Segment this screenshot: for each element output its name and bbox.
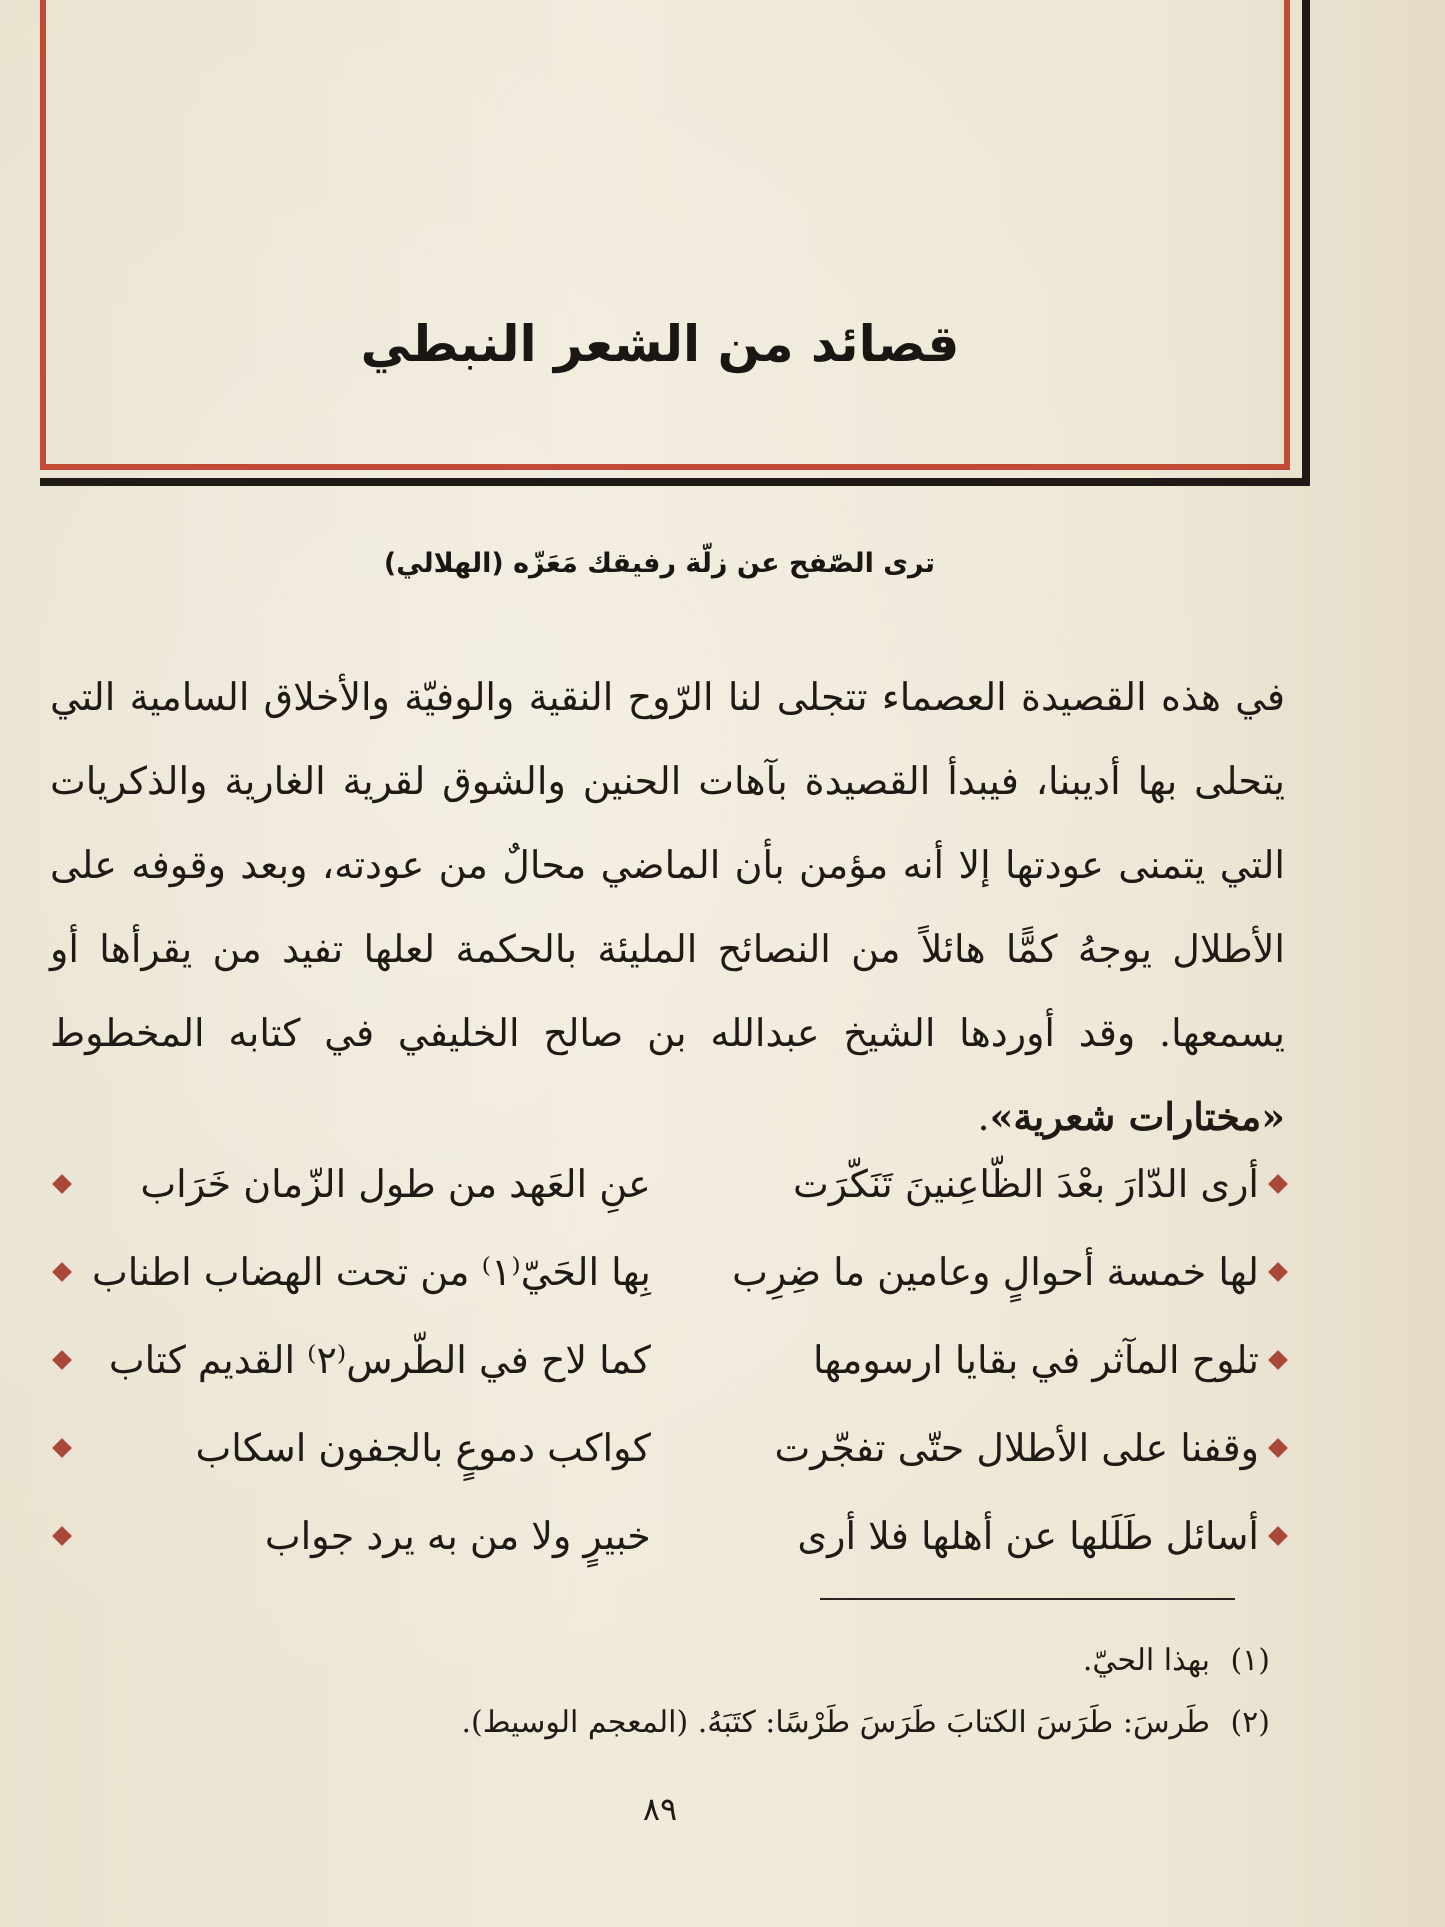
verse-row	[55, 1316, 1285, 1404]
verse-second-hemistich: عنِ العَهد من طول الزّمان خَرَاب	[140, 1162, 651, 1206]
verse-second-hemistich: بِها الحَيّ⁽١⁾ من تحت الهضاب اطناب	[92, 1250, 651, 1294]
book-reference: «مختارات شعرية»	[989, 1094, 1285, 1139]
diamond-bullet-icon	[52, 1350, 72, 1370]
diamond-bullet-icon	[52, 1438, 72, 1458]
verse-row	[55, 1404, 1285, 1492]
diamond-bullet-icon	[1268, 1438, 1288, 1458]
footnote-number: (١)	[1230, 1643, 1270, 1678]
diamond-bullet-icon	[1268, 1174, 1288, 1194]
title-frame-shadow	[40, 0, 1310, 486]
poem-title: ترى الصّفح عن زلّة رفيقك مَعَزّه (الهلالي)	[383, 548, 935, 579]
verse-second-hemistich: كواكب دموعٍ بالجفون اسكاب	[195, 1426, 651, 1470]
diamond-bullet-icon	[52, 1262, 72, 1282]
verse-first-hemistich: أرى الدّارَ بعْدَ الظّاعِنينَ تَنَكّرَت	[792, 1162, 1259, 1206]
footnote-number: (٢)	[1230, 1705, 1270, 1740]
verse-row	[55, 1228, 1285, 1316]
intro-paragraph	[50, 655, 1285, 1159]
verse-row	[55, 1492, 1285, 1580]
footnote-text: طَرسَ: طَرَسَ الكتابَ طَرَسَ طَرْسًا: كتَبَهُ. (المعجم الوسيط).	[461, 1705, 1210, 1740]
footnote-divider	[820, 1598, 1235, 1600]
verse-row	[55, 1140, 1285, 1228]
verse-first-hemistich: تلوح المآثر في بقايا ارسومها	[812, 1338, 1259, 1382]
intro-text: في هذه القصيدة العصماء تتجلى لنا الرّوح النقية والوفيّة والأخلاق السامية التي يتحلى بها أديبنا، فيبدأ القصيدة بآهات الحنين والشوق لقرية الغارية والذكريات التي يتمنى عودتها إلا أنه مؤمن بأن الماضي محالٌ من عودته، وبعد وقوفه على الأطلال يوجهُ كمًّا هائلاً من النصائح المليئة بالحكمة لعلها تفيد من يقرأها أو يسمعها. وقد أوردها الشيخ عبدالله بن صالح الخليفي في كتابه المخطوط	[50, 675, 1285, 1055]
diamond-bullet-icon	[1268, 1350, 1288, 1370]
poem-verses	[55, 1140, 1285, 1580]
diamond-bullet-icon	[52, 1526, 72, 1546]
verse-second-hemistich: خبيرٍ ولا من به يرد جواب	[264, 1514, 651, 1558]
verse-first-hemistich: أسائل طَلَلها عن أهلها فلا أرى	[797, 1514, 1259, 1558]
verse-second-hemistich: كما لاح في الطّرس⁽٢⁾ القديم كتاب	[108, 1338, 651, 1382]
footnotes	[370, 1630, 1270, 1754]
intro-end: .	[977, 1095, 990, 1139]
diamond-bullet-icon	[1268, 1262, 1288, 1282]
diamond-bullet-icon	[1268, 1526, 1288, 1546]
footnote-item	[370, 1630, 1270, 1692]
chapter-title: قصائد من الشعر النبطي	[360, 315, 960, 373]
verse-first-hemistich: وقفنا على الأطلال حتّى تفجّرت	[774, 1426, 1259, 1470]
footnote-text: بهذا الحيّ.	[1082, 1643, 1210, 1678]
verse-first-hemistich: لها خمسة أحوالٍ وعامين ما ضِرِب	[732, 1250, 1259, 1294]
footnote-item	[370, 1692, 1270, 1754]
page-number: ٨٩	[642, 1790, 678, 1828]
diamond-bullet-icon	[52, 1174, 72, 1194]
